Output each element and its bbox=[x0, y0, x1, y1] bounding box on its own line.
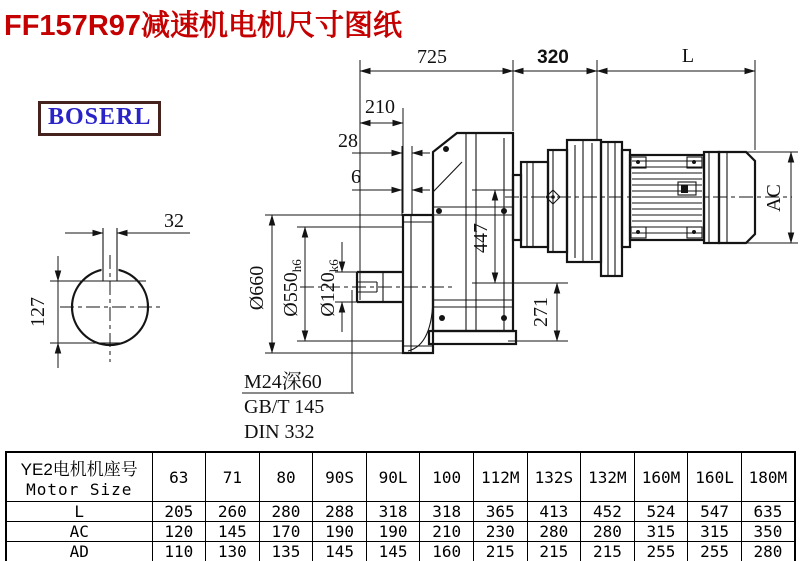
table-cell: 350 bbox=[741, 522, 795, 542]
frame-size-column-header: 180M bbox=[741, 452, 795, 502]
dim-28: 28 bbox=[338, 130, 358, 152]
dim-flange-od: Ø660 bbox=[246, 265, 268, 311]
dim-keyway-height: 127 bbox=[27, 297, 49, 327]
dim-447: 447 bbox=[470, 223, 492, 253]
table-row bbox=[6, 502, 795, 522]
frame-size-column-header: 90S bbox=[313, 452, 367, 502]
table-cell: 215 bbox=[581, 542, 635, 561]
frame-size-column-header: 80 bbox=[259, 452, 313, 502]
table-cell: 230 bbox=[473, 522, 527, 542]
table-cell: 145 bbox=[206, 522, 260, 542]
frame-size-column-header: 63 bbox=[152, 452, 206, 502]
brand-logo-text: BOSERL bbox=[48, 104, 152, 130]
table-cell: 280 bbox=[527, 522, 581, 542]
table-cell: 280 bbox=[741, 542, 795, 561]
table-row bbox=[6, 542, 795, 561]
table-cell: 452 bbox=[581, 502, 635, 522]
table-cell: 255 bbox=[634, 542, 688, 561]
table-cell: 280 bbox=[581, 522, 635, 542]
table-cell: 288 bbox=[313, 502, 367, 522]
table-cell: 210 bbox=[420, 522, 474, 542]
table-cell: 280 bbox=[259, 502, 313, 522]
dim-shaft-dia: $Ø120_{k6}$ bbox=[317, 259, 341, 317]
dim-6: 6 bbox=[351, 166, 361, 188]
dim-adapter-length: 320 bbox=[537, 47, 569, 68]
table-cell: 635 bbox=[741, 502, 795, 522]
frame-size-column-header: 71 bbox=[206, 452, 260, 502]
dim-271: 271 bbox=[530, 297, 552, 327]
table-cell: 120 bbox=[152, 522, 206, 542]
table-cell: 255 bbox=[688, 542, 742, 561]
table-cell: 315 bbox=[634, 522, 688, 542]
dim-motor-dia: AC bbox=[763, 184, 785, 212]
shaft-section-view bbox=[27, 210, 190, 368]
frame-size-column-header: 132S bbox=[527, 452, 581, 502]
row-label: L bbox=[6, 502, 152, 522]
page-title: FF157R97减速机电机尺寸图纸 bbox=[4, 10, 403, 42]
dim-spigot: $Ø550_{h6}$ bbox=[280, 259, 304, 317]
table-cell: 524 bbox=[634, 502, 688, 522]
frame-size-column-header: 90L bbox=[366, 452, 420, 502]
table-cell: 365 bbox=[473, 502, 527, 522]
row-label: AD bbox=[6, 542, 152, 561]
frame-size-column-header: 100 bbox=[420, 452, 474, 502]
table-cell: 318 bbox=[366, 502, 420, 522]
frame-size-column-header: 132M bbox=[581, 452, 635, 502]
table-cell: 315 bbox=[688, 522, 742, 542]
table-cell: 547 bbox=[688, 502, 742, 522]
dim-keyway-width: 32 bbox=[164, 210, 184, 232]
frame-size-column-header: 160L bbox=[688, 452, 742, 502]
motor-size-header: YE2电机机座号 Motor Size bbox=[6, 452, 152, 502]
table-cell: 130 bbox=[206, 542, 260, 561]
frame-size-column-header: 160M bbox=[634, 452, 688, 502]
table-cell: 318 bbox=[420, 502, 474, 522]
dim-motor-length: L bbox=[681, 45, 695, 67]
table-cell: 170 bbox=[259, 522, 313, 542]
row-label: AC bbox=[6, 522, 152, 542]
note-gb-standard: GB/T 145 bbox=[244, 396, 325, 418]
table-cell: 260 bbox=[206, 502, 260, 522]
frame-size-column-header: 112M bbox=[473, 452, 527, 502]
table-cell: 135 bbox=[259, 542, 313, 561]
note-din-standard: DIN 332 bbox=[244, 421, 315, 443]
table-row bbox=[6, 522, 795, 542]
note-tapped-hole: M24深60 bbox=[244, 371, 322, 393]
dim-total-length: 725 bbox=[417, 46, 447, 68]
table-cell: 190 bbox=[313, 522, 367, 542]
table-cell: 160 bbox=[420, 542, 474, 561]
dim-210: 210 bbox=[365, 96, 395, 118]
table-cell: 110 bbox=[152, 542, 206, 561]
table-cell: 413 bbox=[527, 502, 581, 522]
table-cell: 215 bbox=[473, 542, 527, 561]
table-cell: 205 bbox=[152, 502, 206, 522]
table-cell: 215 bbox=[527, 542, 581, 561]
table-cell: 145 bbox=[366, 542, 420, 561]
table-cell: 190 bbox=[366, 522, 420, 542]
table-cell: 145 bbox=[313, 542, 367, 561]
motor-size-table bbox=[5, 451, 796, 561]
